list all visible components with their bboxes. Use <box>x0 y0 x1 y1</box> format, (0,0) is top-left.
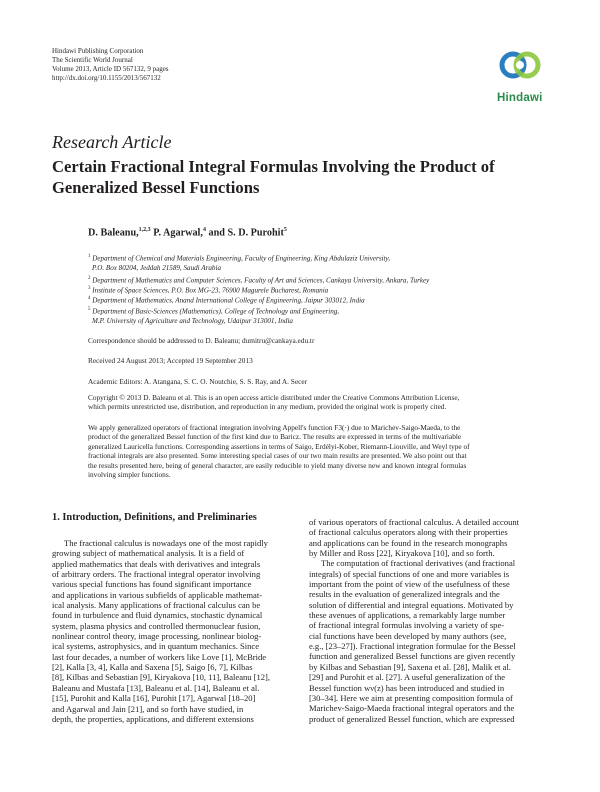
body-line: The fractional calculus is nowadays one of the most rapidly <box>64 538 268 548</box>
right-column <box>309 517 557 724</box>
volume-line: Volume 2013, Article ID 567132, 9 pages <box>52 65 169 73</box>
body-line: [15], Purohit and Kalla [16], Purohit [17], Agarwal [18–20] <box>52 693 256 704</box>
title-line-1: Certain Fractional Integral Formulas Involving the Product of <box>52 157 495 176</box>
body-line: last four decades, a number of workers like Love [1], McBride <box>52 651 267 662</box>
body-line: and applications in various subfields of applicable mathemat- <box>52 589 263 600</box>
abstract-line: fractional integrals are also presented. Some interesting special cases of our two main results are presented. We also point out that <box>88 451 467 461</box>
abstract-line: the results presented here, being of general character, are easily reducible to yield many diverse new and known integral formulas <box>88 460 467 470</box>
body-line: by Miller and Ross [22], Kiryakova [10], and so forth. <box>309 548 495 559</box>
body-line: of arbitrary orders. The fractional integral operator involving <box>52 569 261 580</box>
body-line: and Agarwal and Jain [21], and so forth have studied, in <box>52 703 244 714</box>
abstract-line: involving simpler functions. <box>88 470 171 480</box>
copyright-line-2: which permits unrestricted use, distribution, and reproduction in any medium, provided the original work is properly cited. <box>88 402 447 412</box>
body-line: by Kilbas and Sebastian [9], Saxena et al. [28], Malik et al. <box>309 661 511 672</box>
body-line: ical analysis. Many applications of fractional calculus can be <box>52 600 261 611</box>
body-line: Marichev-Saigo-Maeda fractional integral operators and the <box>309 703 515 714</box>
affiliation-text: Department of Mathematics and Computer Sciences, Faculty of Art and Sciences, Cankaya University, Ankara, Turkey <box>92 276 430 285</box>
affiliation-4 <box>88 294 558 306</box>
affiliation-1 <box>88 252 558 273</box>
author-baleanu[interactable]: D. Baleanu, <box>88 227 139 239</box>
body-line: depth, the properties, applications, and different extensions <box>52 713 254 724</box>
abstract-line: We apply generalized operators of fractional integration involving Appell's function F3(·) due to Marichev-Saigo-Maeda, to the <box>88 423 461 432</box>
author-purohit-aff: 5 <box>283 227 287 233</box>
affiliation-number: 3 <box>88 286 91 291</box>
section-1-title: 1. Introduction, Definitions, and Preliminaries <box>52 512 257 523</box>
author-agarwal-aff: 4 <box>202 227 206 233</box>
body-line: applied mathematics that deals with derivatives and integrals <box>52 558 261 569</box>
body-line: of fractional integral formulas involving a variety of spe- <box>309 620 505 631</box>
body-line: [29] and Purohit et al. [27]. A useful generalization of the <box>309 672 506 683</box>
body-line: Baleanu and Mustafa [13], Baleanu et al. [14], Baleanu et al. <box>52 682 260 693</box>
body-line: of fractional calculus operators along with their properties <box>309 527 508 538</box>
doi-link[interactable]: http://dx.doi.org/10.1155/2013/567132 <box>52 74 161 82</box>
affiliation-text: Department of Mathematics, Anand International College of Engineering, Jaipur 303012, India <box>92 296 365 305</box>
affiliation-number: 2 <box>88 276 91 281</box>
body-line: these avenues of applications, a remarkably large number <box>309 610 506 621</box>
body-line: nonlinear control theory, image processing, nonlinear biolog- <box>52 631 262 642</box>
abstract <box>88 423 552 480</box>
body-line: and applications can be found in the research monographs <box>309 537 508 548</box>
body-line: e.g., [23–27]). Fractional integration formulae for the Bessel <box>309 641 516 652</box>
author-agarwal[interactable]: P. Agarwal, <box>153 227 203 239</box>
body-line: [30–34]. Here we aim at presenting composition formula of <box>309 692 513 703</box>
body-line: cial functions have been developed by many authors (see, <box>309 630 507 641</box>
body-line: function and generalized Bessel functions are given recently <box>309 651 516 662</box>
academic-editors: Academic Editors: A. Atangana, S. C. O. Noutchie, S. S. Ray, and A. Secer <box>88 377 308 386</box>
title-line-2: Generalized Bessel Functions <box>52 177 260 197</box>
affiliation-number: 1 <box>88 254 91 259</box>
abstract-line: generalized Lauricella functions. Corresponding assertions in terms of Saigo, Erdélyi-Kober, Riemann-Liouville, and Weyl type of <box>88 441 470 451</box>
left-column <box>52 538 300 724</box>
hindawi-wordmark: Hindawi <box>497 92 543 104</box>
body-line: solution of differential and integral equations. Motivated by <box>309 599 514 610</box>
author-baleanu-aff: 1,2,3 <box>138 227 151 233</box>
copyright-notice <box>88 393 558 412</box>
body-line: of various operators of fractional calculus. A detailed account <box>309 517 520 527</box>
correspondence[interactable]: Correspondence should be addressed to D. Baleanu; dumitru@cankaya.edu.tr <box>88 336 315 345</box>
body-line: various special functions has found significant importance <box>52 579 252 590</box>
body-line: Bessel function wν(z) has been introduced and studied in <box>309 682 505 693</box>
affiliation-number: 4 <box>88 296 91 301</box>
received-dates: Received 24 August 2013; Accepted 19 September 2013 <box>88 356 253 365</box>
affiliation-text-cont: M.P. University of Agriculture and Technology, Udaipur 313001, India <box>92 316 293 325</box>
publisher-name: Hindawi Publishing Corporation <box>52 47 144 55</box>
article-kind: Research Article <box>52 132 172 152</box>
body-line: system, plasma physics and controlled thermonuclear fusion, <box>52 620 261 631</box>
body-line: found in turbulence and fluid dynamics, stochastic dynamical <box>52 610 263 621</box>
affiliation-5 <box>88 305 558 326</box>
body-line: growing subject of mathematical analysis. It is a field of <box>52 548 245 559</box>
affiliation-text-cont: P.O. Box 80204, Jeddah 21589, Saudi Arabia <box>92 263 221 272</box>
body-line: product of generalized Bessel function, which are expressed <box>309 713 515 724</box>
affiliation-text: Department of Chemical and Materials Engineering, Faculty of Engineering, King Abdulaziz University, <box>92 254 391 263</box>
body-line: [8], Kilbas and Sebastian [9], Kiryakova [10, 11], Baleanu [12], <box>52 672 271 683</box>
body-line: results in the evaluation of generalized integrals and the <box>309 589 500 600</box>
author-list <box>88 227 287 238</box>
article-title <box>52 157 552 198</box>
body-line: The computation of fractional derivatives (and fractional <box>321 558 516 569</box>
body-line: integrals) of special functions of one and more variables is <box>309 568 510 579</box>
body-line: ical systems, astrophysics, and in quantum mechanics. Since <box>52 641 259 652</box>
author-purohit[interactable]: and S. D. Purohit <box>208 227 284 239</box>
affiliation-number: 5 <box>88 307 91 312</box>
hindawi-logo-icon <box>492 48 548 90</box>
journal-name: The Scientific World Journal <box>52 56 133 64</box>
affiliation-text: Department of Basic-Sciences (Mathematics), College of Technology and Engineering, <box>92 307 340 316</box>
copyright-line-1: Copyright © 2013 D. Baleanu et al. This is an open access article distributed under the Creative Commons Attribution License, <box>88 393 460 402</box>
body-line: [2], Kalla [3, 4], Kalla and Saxena [5], Saigo [6, 7], Kilbas <box>52 662 253 673</box>
body-line: important from the point of view of the usefulness of these <box>309 579 510 590</box>
abstract-line: product of the generalized Bessel function of the first kind due to Baricz. The results are expressed in terms of the multivariable <box>88 432 462 442</box>
affiliation-text: Institute of Space Sciences, P.O. Box MG-23, 76900 Magurele Bucharest, Romania <box>92 286 329 295</box>
